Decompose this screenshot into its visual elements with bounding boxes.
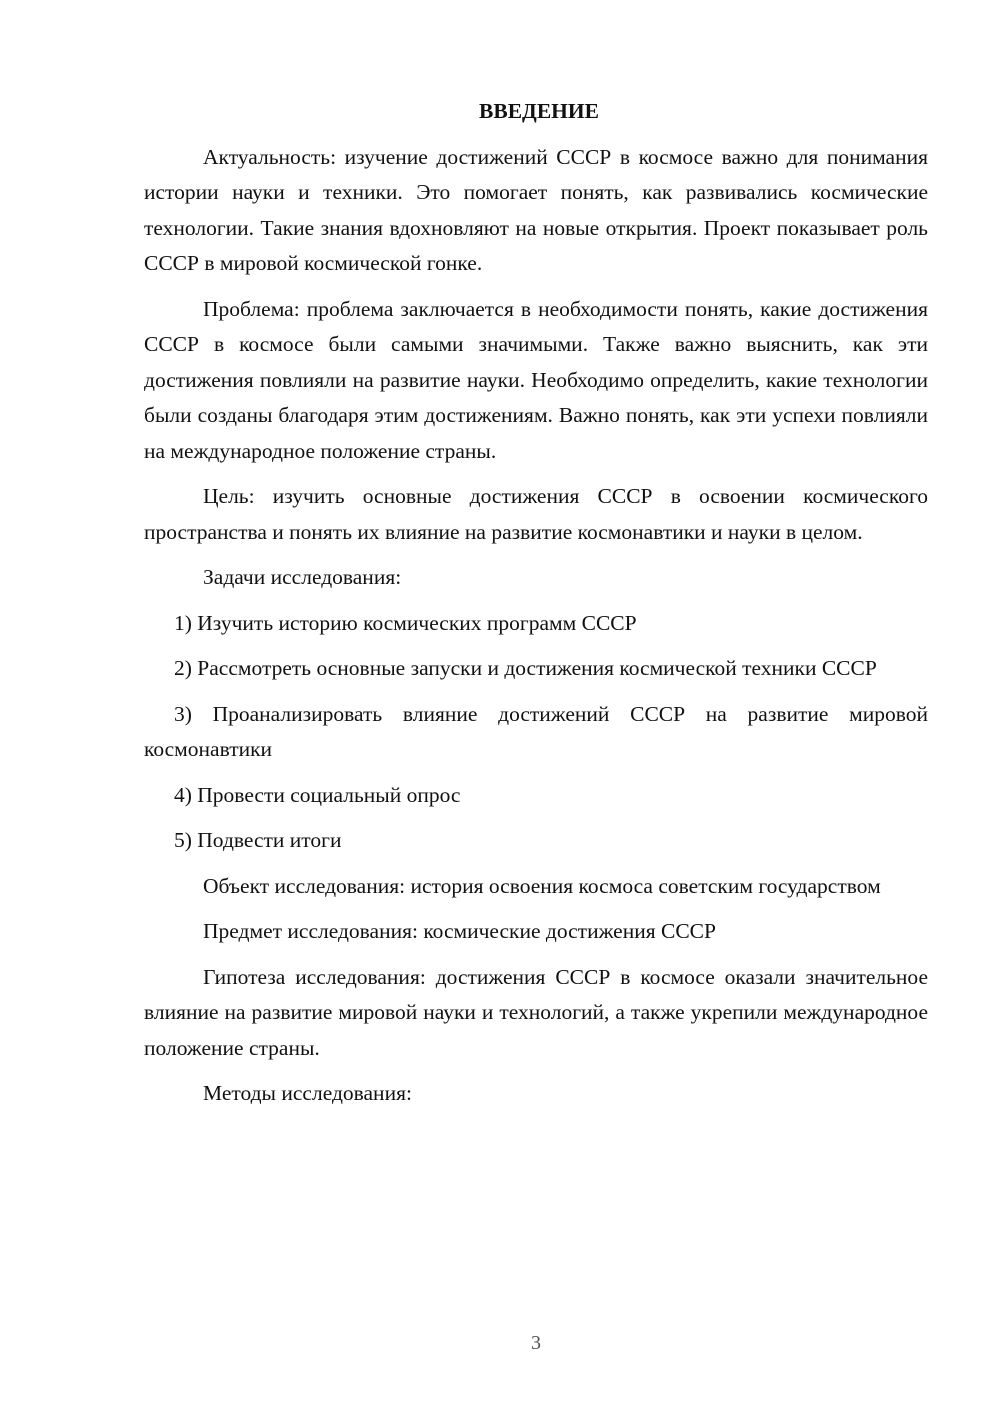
- relevance-paragraph: Актуальность: изучение достижений СССР в космосе важно для понимания истории науки и техники. Это помогает понять, как развивались космические технологии. Такие знания вдохновляют на новые открытия. Проект показывает роль СССР в мировой космической гонке.: [144, 144, 928, 275]
- task-item-4: 4) Провести социальный опрос: [174, 782, 461, 807]
- methods-title: Методы исследования:: [203, 1081, 412, 1105]
- object-paragraph: Объект исследования: история освоения космоса советским государством: [203, 873, 881, 898]
- task-item-1: 1) Изучить историю космических программ СССР: [174, 610, 637, 635]
- section-heading: ВВЕДЕНИЕ: [479, 99, 599, 123]
- task-item-5: 5) Подвести итоги: [174, 828, 342, 852]
- page-number: 3: [531, 1332, 541, 1354]
- page-content: [144, 94, 928, 1122]
- task-item-3: 3) Проанализировать влияние достижений СССР на развитие мировой космонавтики: [144, 701, 928, 761]
- tasks-title: Задачи исследования:: [203, 565, 402, 589]
- task-item-2: 2) Рассмотреть основные запуски и достижения космической техники СССР: [174, 656, 877, 680]
- subject-paragraph: Предмет исследования: космические достижения СССР: [203, 919, 716, 943]
- hypothesis-paragraph: Гипотеза исследования: достижения СССР в космосе оказали значительное влияние на развитие мировой науки и технологий, а также укрепили международное положение страны.: [144, 964, 928, 1060]
- problem-paragraph: Проблема: проблема заключается в необходимости понять, какие достижения СССР в космосе были самыми значимыми. Также важно выяснить, как эти достижения повлияли на развитие науки. Необходимо определить, какие технологии были созданы благодаря этим достижениям. Важно понять, как эти успехи повлияли на международное положение страны.: [144, 296, 928, 463]
- goal-paragraph: Цель: изучить основные достижения СССР в освоении космического пространства и понять их влияние на развитие космонавтики и науки в целом.: [144, 484, 928, 544]
